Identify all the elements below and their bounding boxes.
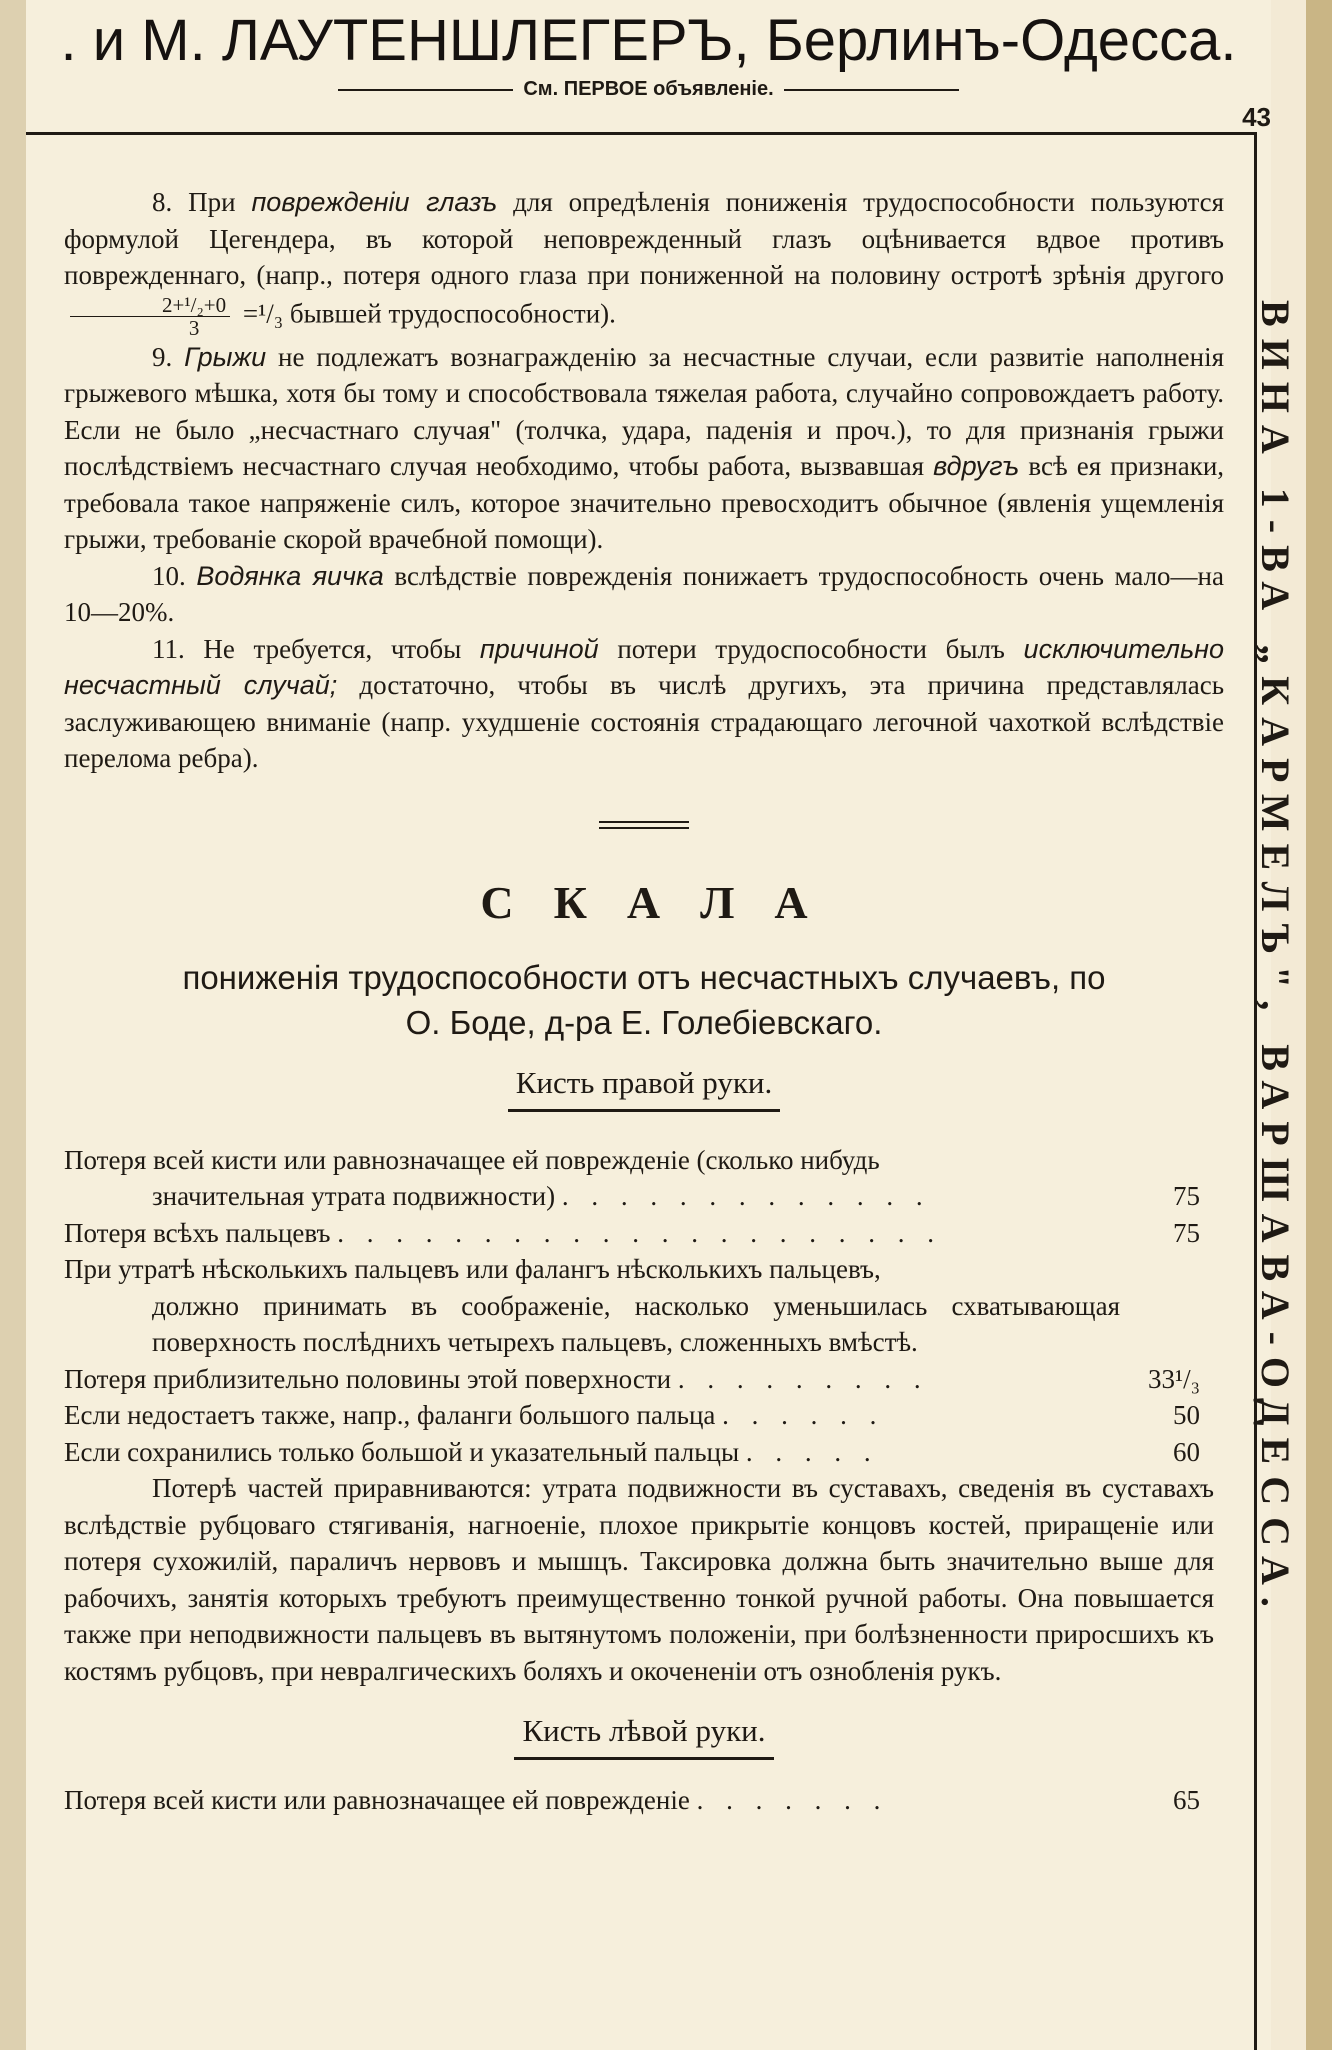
row-value: 60 xyxy=(1173,1436,1200,1467)
paragraph-text: всѣ ея признаки, требовала такое напряженіе силъ, которое значительно превосходитъ обычное (явленія ущемленія грыжи, требованіе скорой врачебной помощи). xyxy=(64,451,1225,554)
row-label: Если недостаетъ также, напр., фаланги большого пальца . . . . . . xyxy=(64,1400,885,1430)
row-continuation: значительная утрата подвижности) . . . . . . . . . . . . . xyxy=(152,1181,931,1211)
table-row xyxy=(64,1142,1214,1215)
row-text: Потеря всей кисти или равнозначащее ей поврежденіе (сколько нибудь xyxy=(64,1144,880,1175)
paragraph-11 xyxy=(64,631,1224,777)
paragraph-10 xyxy=(64,558,1224,631)
left-hand-heading xyxy=(64,1711,1224,1760)
row-label xyxy=(64,1251,1120,1361)
subtitle-line: пониженія трудоспособности отъ несчастныхъ случаевъ, по xyxy=(182,958,1106,996)
subtitle-line: О. Боде, д-ра Е. Голебіевскаго. xyxy=(405,1003,883,1041)
emphasis: Грыжи xyxy=(184,341,267,372)
table-row xyxy=(64,1361,1214,1398)
paragraph-text: для опредѣленія пониженія трудоспособности пользуются формулой Цегендера, въ которой неповрежденный глазъ оцѣнивается вдвое противъ поврежденнаго, (напр., потеря одного глаза при пониженной на половину остротѣ зрѣнія другого xyxy=(64,187,1225,290)
emphasis: Водянка яичка xyxy=(196,560,384,591)
note-text: См. ПЕРВОЕ объявленіе. xyxy=(523,78,774,100)
paragraph-text: =¹/₃ бывшей трудоспособности). xyxy=(242,298,616,329)
main-content xyxy=(64,184,1224,1819)
row-label: Потеря всей кисти или равнозначащее ей поврежденіе . . . . . . . xyxy=(64,1785,889,1815)
right-rule xyxy=(784,89,959,91)
item-number: 8. При xyxy=(152,187,236,217)
right-page-edge xyxy=(1306,0,1332,2050)
row-label: Потеря приблизительно половины этой поверхности . . . . . . . . . xyxy=(64,1363,929,1394)
advertisement-banner: . и М. ЛАУТЕНШЛЕГЕРЪ, Берлинъ-Одесса. xyxy=(60,8,1237,73)
table-row xyxy=(64,1215,1214,1252)
page-number: 43 xyxy=(1242,102,1271,132)
item-number: 11. Не требуется, чтобы xyxy=(152,633,462,664)
table-row xyxy=(64,1397,1214,1434)
heading-text: Кисть правой руки. xyxy=(508,1063,781,1112)
right-hand-table xyxy=(64,1142,1214,1471)
paragraph-text: потери трудоспособности былъ xyxy=(617,633,1005,664)
right-hand-note: Потерѣ частей приравниваются: утрата подвижности въ суставахъ, сведенія въ суставахъ вслѣдствіе рубцоваго стягиванія, нагноеніе, плохое прикрытіе концовъ костей, приращеніе или потеря сухожилій, параличъ нервовъ и мышцъ. Таксировка должна быть значительно выше для рабочихъ, занятія которыхъ требуютъ преимущественно тонкой ручной работы. Она повышается также при неподвижности пальцевъ въ вытянутомъ положеніи, при болѣзненности приросшихъ къ костямъ рубцовъ, при невралгическихъ боляхъ и окочененіи отъ ознобленія рукъ. xyxy=(64,1473,1214,1686)
fraction-denominator: 3 xyxy=(188,315,200,340)
row-text: При утратѣ нѣсколькихъ пальцевъ или фалангъ нѣсколькихъ пальцевъ, xyxy=(64,1254,881,1284)
row-label xyxy=(64,1142,1120,1215)
item-number: 9. xyxy=(152,341,173,372)
table-row xyxy=(64,1434,1214,1471)
emphasis: исключительно несчастный случай; xyxy=(64,633,1225,700)
emphasis: вдругъ xyxy=(933,451,1020,481)
heading-text: Кисть лѣвой руки. xyxy=(514,1711,773,1760)
emphasis: поврежденіи глазъ xyxy=(251,187,498,217)
paragraph-text: вслѣдствіе поврежденія понижаетъ трудоспособность очень мало—на 10—20%. xyxy=(64,560,1224,627)
header-divider xyxy=(26,132,1254,135)
row-label: Если сохранились только большой и указательный пальцы . . . . . xyxy=(64,1436,879,1467)
page xyxy=(26,0,1298,2050)
paragraph-8 xyxy=(64,184,1224,339)
row-value: 65 xyxy=(1173,1785,1200,1815)
row-text: Если сохранились только большой и указательный пальцы xyxy=(64,1436,740,1467)
left-rule xyxy=(338,89,513,91)
row-text: Потеря приблизительно половины этой поверхности xyxy=(64,1363,672,1394)
row-text: Потеря всѣхъ пальцевъ xyxy=(64,1217,331,1248)
zehender-fraction xyxy=(70,294,230,339)
side-advertisement: ВИНА 1-ВА „КАРМЕЛЪ", ВАРШАВА-ОДЕССА. xyxy=(1253,300,1298,1619)
right-hand-heading xyxy=(64,1063,1224,1112)
item-number: 10. xyxy=(152,560,186,591)
left-hand-table xyxy=(64,1782,1214,1819)
table-row xyxy=(64,1782,1214,1819)
fraction-numerator: 2+¹/₂+0 xyxy=(70,294,230,317)
row-value: 50 xyxy=(1173,1400,1200,1430)
row-continuation: должно принимать въ соображеніе, насколько уменьшилась схватывающая поверхность послѣднихъ четырехъ пальцевъ, сложенныхъ вмѣстѣ. xyxy=(152,1290,1120,1357)
paragraph-9 xyxy=(64,339,1224,558)
row-value: 33¹/₃ xyxy=(1147,1363,1200,1394)
left-page-edge xyxy=(0,0,26,2050)
row-text: Если недостаетъ также, напр., фаланги большого пальца xyxy=(64,1400,716,1430)
scale-title: СКАЛА xyxy=(480,876,848,928)
advertisement-note xyxy=(26,74,1271,104)
emphasis: причиной xyxy=(479,633,599,664)
table-row xyxy=(64,1251,1214,1361)
row-value: 75 xyxy=(1173,1181,1200,1211)
paragraph-text: достаточно, чтобы въ числѣ другихъ, эта причина представлялась заслуживающею вниманіе (напр. ухудшеніе состоянія страдающаго легочной чахоткой вслѣдствіе перелома ребра). xyxy=(64,670,1225,773)
row-label: Потеря всѣхъ пальцевъ . . . . . . . . . . . . . . . . . . . . . xyxy=(64,1217,942,1248)
scale-subtitle xyxy=(64,955,1224,1045)
row-text: значительная утрата подвижности) xyxy=(152,1181,556,1211)
section-separator xyxy=(599,821,689,829)
row-text: Потеря всей кисти или равнозначащее ей поврежденіе xyxy=(64,1785,690,1815)
paragraph-text: не подлежатъ вознагражденію за несчастные случаи, если развитіе наполненія грыжевого мѣшка, хотя бы тому и способствовала тяжелая работа, случайно сопровождаетъ работу. Если не было „несчастнаго случая" (толчка, удара, паденія и проч.), то для признанія грыжи послѣдствіемъ несчастнаго случая необходимо, чтобы работа, вызвавшая xyxy=(64,341,1224,481)
row-value xyxy=(1120,1251,1214,1361)
row-value: 75 xyxy=(1173,1217,1200,1248)
